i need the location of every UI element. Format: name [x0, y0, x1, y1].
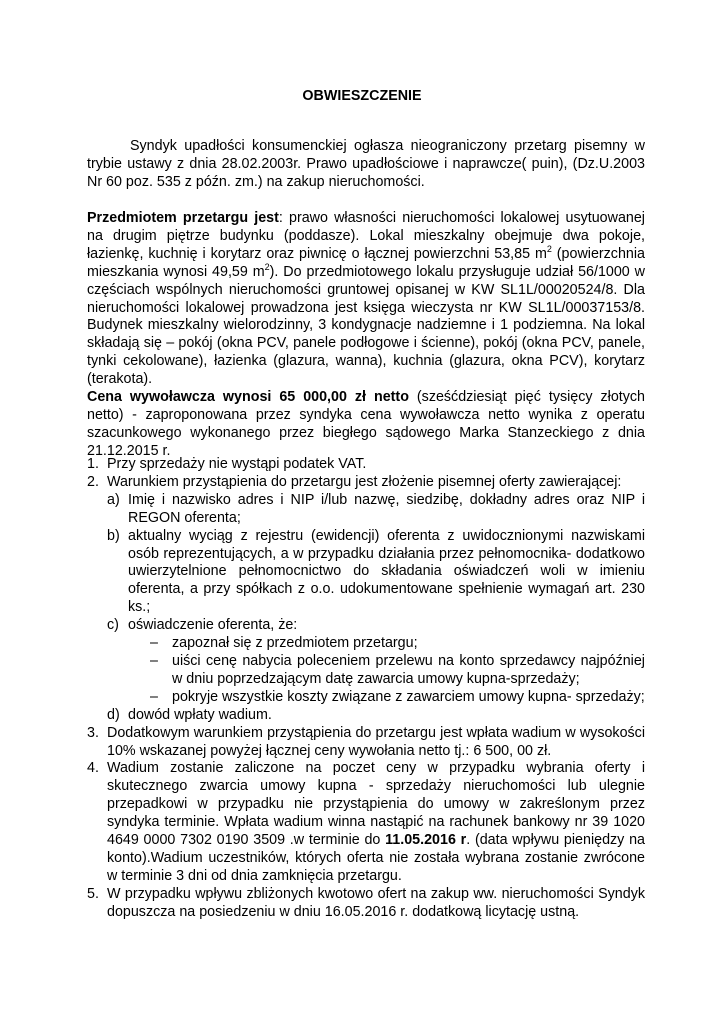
price-paragraph: [87, 389, 645, 461]
item-number: 2.: [87, 473, 99, 490]
item-text-part: . (data wpływu pieniędzy na konto).Wadium uczestników, których oferta nie została wybrana zostanie zwrócone w terminie 3 dni od dnia zamknięcia przetargu.: [107, 832, 645, 884]
document-title: OBWIESZCZENIE: [302, 88, 422, 104]
subject-text-1: : prawo własności nieruchomości lokalowej usytuowanej na drugim piętrze budynku (poddasze). Lokal mieszkalny obejmuje dwa pokoje, łazienkę, kuchnię i korytarz oraz piwnicę o łącznej powierzchni 53,85 m: [87, 210, 645, 262]
item-number: 4.: [87, 760, 99, 777]
subject-lead: Przedmiotem przetargu jest: [87, 210, 279, 226]
sub-item-label: d): [107, 706, 120, 723]
conditions-list: [87, 456, 645, 922]
item-text: Przy sprzedaży nie wystąpi podatek VAT.: [107, 456, 367, 472]
sub-item-label: c): [107, 617, 119, 634]
dash-item: [87, 653, 645, 689]
dash-bullet: –: [150, 652, 158, 669]
list-item: [87, 760, 645, 885]
subject-text-2: (powierzchnia mieszkania wynosi 49,59 m: [87, 245, 645, 280]
dash-item: [87, 635, 645, 653]
dash-item-text: pokryje wszystkie koszty związane z zawarciem umowy kupna- sprzedaży;: [172, 688, 645, 705]
dash-item-text: uiści cenę nabycia poleceniem przelewu na konto sprzedawcy najpóźniej w dniu poprzedzającym datę zawarcia umowy kupna-sprzedaży;: [172, 652, 645, 687]
item-number: 5.: [87, 885, 99, 902]
sub-item: [87, 528, 645, 618]
dash-bullet: –: [150, 635, 158, 652]
sub-item-text: dowód wpłaty wadium.: [128, 706, 272, 723]
list-item: [87, 456, 645, 474]
intro-paragraph: Syndyk upadłości konsumenckiej ogłasza nieograniczony przetarg pisemny w trybie ustawy z dnia 28.02.2003r. Prawo upadłościowe i naprawcze( puin), (Dz.U.2003 Nr 60 poz. 535 z późn. zm.) na zakup nieruchomości.: [87, 138, 645, 190]
item-text: Warunkiem przystąpienia do przetargu jest złożenie pisemnej oferty zawierającej:: [107, 473, 622, 490]
deadline-date: 11.05.2016 r: [385, 832, 467, 849]
dash-item: [87, 689, 645, 707]
item-number: 3.: [87, 724, 99, 741]
item-text: Dodatkowym warunkiem przystąpienia do przetargu jest wpłata wadium w wysokości 10% wskazanej powyżej łącznej ceny wywołania netto tj.: 6 500, 00 zł.: [107, 724, 645, 759]
superscript-2: 2: [264, 261, 270, 272]
sub-item: [87, 707, 645, 725]
list-item: [87, 474, 645, 492]
subject-paragraph: [87, 210, 645, 389]
list-item: [87, 886, 645, 922]
sub-item-text: aktualny wyciąg z rejestru (ewidencji) oferenta z uwidocznionymi nazwiskami osób reprezentujących, a w przypadku działania przez pełnomocnika- dodatkowo uwierzytelnione pełnomocnictwo do składania oświadczeń woli w imieniu oferenta, a przy spółkach z o.o. udokumentowane spełnienie wymagań art. 230 ks.;: [128, 527, 645, 616]
sub-item-text: Imię i nazwisko adres i NIP i/lub nazwę, siedzibę, dokładny adres oraz NIP i REGON oferenta;: [128, 491, 645, 526]
dash-bullet: –: [150, 688, 158, 705]
subject-section: [87, 210, 645, 461]
item-text: W przypadku wpływu zbliżonych kwotowo ofert na zakup ww. nieruchomości Syndyk dopuszcza na posiedzeniu w dniu 16.05.2016 r. dodatkową licytację ustną.: [107, 885, 645, 920]
sub-item: [87, 617, 645, 635]
sub-item-label: b): [107, 527, 120, 544]
item-number: 1.: [87, 456, 99, 472]
item-text-part: Wadium zostanie zaliczone na poczet ceny w przypadku wybrania oferty i skutecznego zwarcia umowy kupna - sprzedaży nieruchomości lub ulegnie przepadkowi w przypadku nie przystąpienia do umowy w zakreślonym przez syndyka terminie. Wpłata wadium winna nastąpić na rachunek bankowy nr 39 1020 4649 0000 7302 0190 3509 .w terminie do: [107, 760, 645, 849]
sub-item: [87, 492, 645, 528]
superscript-2: 2: [546, 244, 552, 255]
sub-item-label: a): [107, 491, 120, 508]
price-text: (sześćdziesiąt pięć tysięcy złotych netto) - zaproponowana przez syndyka cena wywoławcza netto wynika z operatu szacunkowego wykonanego przez biegłego sądowego Marka Stanzeckiego z dnia 21.12.2015 r.: [87, 389, 645, 459]
item-text: [107, 760, 645, 883]
subject-text-3: ). Do przedmiotowego lokalu przysługuje udział 56/1000 w częściach wspólnych nieruchomości gruntowej opisanej w KW SL1L/00020524/8. Dla nieruchomości lokalowej prowadzona jest księga wieczysta nr KW SL1L/00037153/8. Budynek mieszkalny wielorodzinny, 3 kondygnacje nadziemne i 1 podziemna. Na lokal składają się – pokój (okna PCV, panele podłogowe i ścienne), pokój (okna PCV, panele, tynki cekolowane), łazienka (glazura, wanna), kuchnia (glazura, okna PCV), korytarz (terakota).: [87, 263, 645, 388]
sub-item-text: oświadczenie oferenta, że:: [128, 617, 298, 634]
list-item: [87, 725, 645, 761]
intro-section: [87, 138, 645, 192]
price-lead: Cena wywoławcza wynosi 65 000,00 zł netto: [87, 389, 409, 406]
dash-item-text: zapoznał się z przedmiotem przetargu;: [172, 635, 418, 652]
